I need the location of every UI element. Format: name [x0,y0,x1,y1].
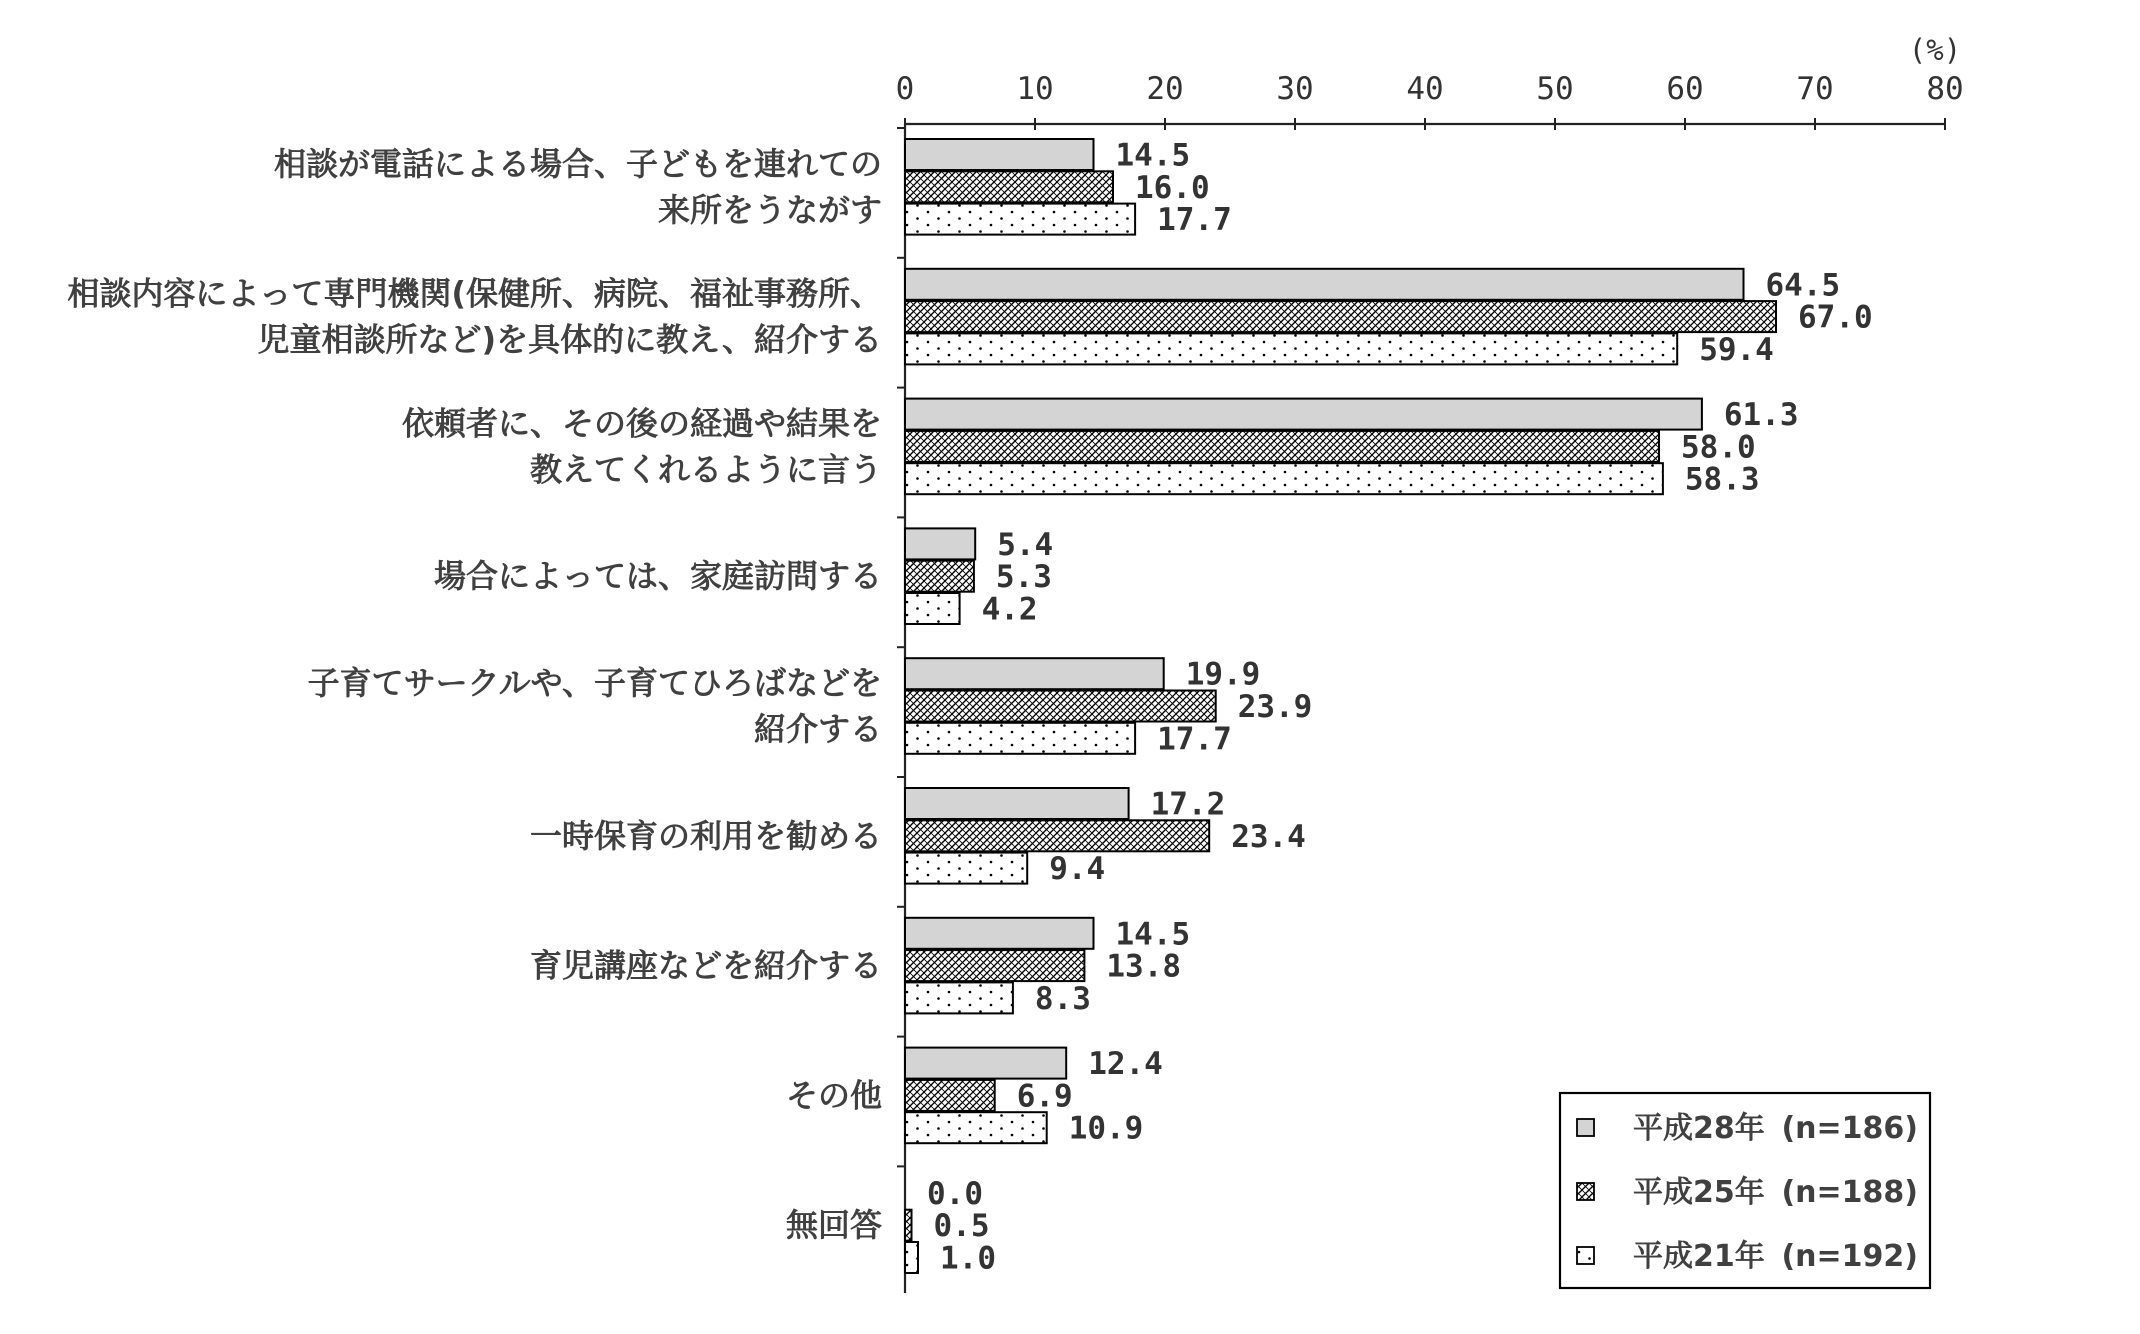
category-label: 紹介する [753,710,882,748]
category-label: 児童相談所など)を具体的に教え、紹介する [257,320,882,359]
bar-平成25年 [905,950,1084,981]
legend [1560,1093,1930,1288]
bar-平成28年 [905,269,1744,300]
value-label: 59.4 [1699,331,1774,368]
category-label: 場合によっては、家庭訪問する [433,557,882,596]
category-labels [67,145,882,1244]
bar-平成25年 [905,301,1776,332]
value-label: 0.5 [933,1208,990,1245]
bar-平成25年 [905,1210,912,1241]
x-tick-label: 80 [1926,71,1964,107]
category-label: その他 [785,1076,882,1115]
value-label: 14.5 [1115,137,1191,174]
bar-平成28年 [905,399,1702,430]
value-label: 58.3 [1684,461,1760,498]
legend-swatch [1577,1247,1594,1264]
value-label: 6.9 [1016,1078,1073,1115]
value-label: 8.3 [1034,980,1091,1017]
category-label: 一時保育の利用を勧める [529,816,882,855]
category-label: 育児講座などを紹介する [529,946,882,985]
value-label: 10.9 [1068,1110,1144,1147]
legend-series-name: 平成21年 [1633,1239,1765,1274]
value-label: 19.9 [1185,656,1261,693]
value-label: 23.4 [1231,818,1306,855]
x-tick-label: 30 [1276,71,1314,107]
x-tick-label: 0 [895,71,915,107]
bar-平成21年 [905,204,1135,235]
bar-平成21年 [905,463,1663,494]
bar-平成25年 [905,820,1209,851]
legend-series-n: (n=188) [1781,1175,1918,1210]
value-label: 61.3 [1723,397,1799,434]
value-label: 58.0 [1681,429,1756,466]
value-label: 17.2 [1150,786,1226,823]
bar-平成28年 [905,1048,1066,1079]
legend-series-n: (n=192) [1781,1239,1918,1274]
x-tick-label: 10 [1016,71,1054,107]
legend-series-name: 平成28年 [1633,1111,1765,1146]
bar-平成28年 [905,788,1129,819]
bar-平成25年 [905,171,1113,202]
value-label: 9.4 [1049,851,1106,888]
bar-平成25年 [905,561,974,592]
bar-平成28年 [905,918,1094,949]
bar-平成21年 [905,593,960,624]
value-label: 64.5 [1765,267,1841,304]
value-label: 14.5 [1115,916,1191,953]
value-label: 16.0 [1135,169,1210,206]
category-label: 来所をうながす [657,190,882,229]
value-label: 5.4 [997,526,1054,563]
value-label: 17.7 [1157,721,1232,758]
bar-平成21年 [905,1112,1047,1143]
value-label: 1.0 [940,1240,996,1277]
x-tick-label: 40 [1406,71,1444,107]
bar-平成21年 [905,333,1677,364]
value-label: 67.0 [1798,299,1873,336]
category-label: 相談が電話による場合、子どもを連れての [273,144,882,183]
bar-平成28年 [905,658,1164,689]
category-label: 教えてくれるように言う [529,450,882,489]
category-label: 無回答 [785,1206,882,1245]
legend-swatch [1577,1183,1594,1200]
bar-平成25年 [905,431,1659,462]
value-label: 23.9 [1237,689,1313,725]
bar-平成21年 [905,723,1135,754]
bar-平成21年 [905,853,1027,884]
bar-平成25年 [905,1080,995,1111]
category-label: 依頼者に、その後の経過や結果を [401,404,882,443]
category-label: 子育てサークルや、子育てひろばなどを [307,664,882,702]
category-label: 相談内容によって専門機関(保健所、病院、福祉事務所、 [67,274,882,313]
legend-series-n: (n=186) [1781,1111,1918,1146]
value-label: 13.8 [1106,948,1182,985]
value-label: 4.2 [981,591,1038,628]
bar-平成21年 [905,982,1013,1013]
value-label: 17.7 [1157,202,1232,239]
value-label: 5.3 [995,559,1052,596]
legend-series-name: 平成25年 [1633,1175,1765,1210]
value-label: 0.0 [927,1175,983,1212]
x-tick-label: 50 [1536,71,1574,107]
bar-平成28年 [905,139,1094,170]
x-tick-label: 70 [1796,71,1834,107]
legend-swatch [1577,1119,1594,1136]
bar-平成28年 [905,528,975,559]
x-tick-label: 20 [1146,71,1184,107]
value-label: 12.4 [1088,1046,1163,1083]
x-tick-label: 60 [1666,71,1704,107]
axis-unit-label: (%) [1908,33,1962,67]
bar-平成25年 [905,691,1216,722]
bar-平成21年 [905,1242,918,1273]
